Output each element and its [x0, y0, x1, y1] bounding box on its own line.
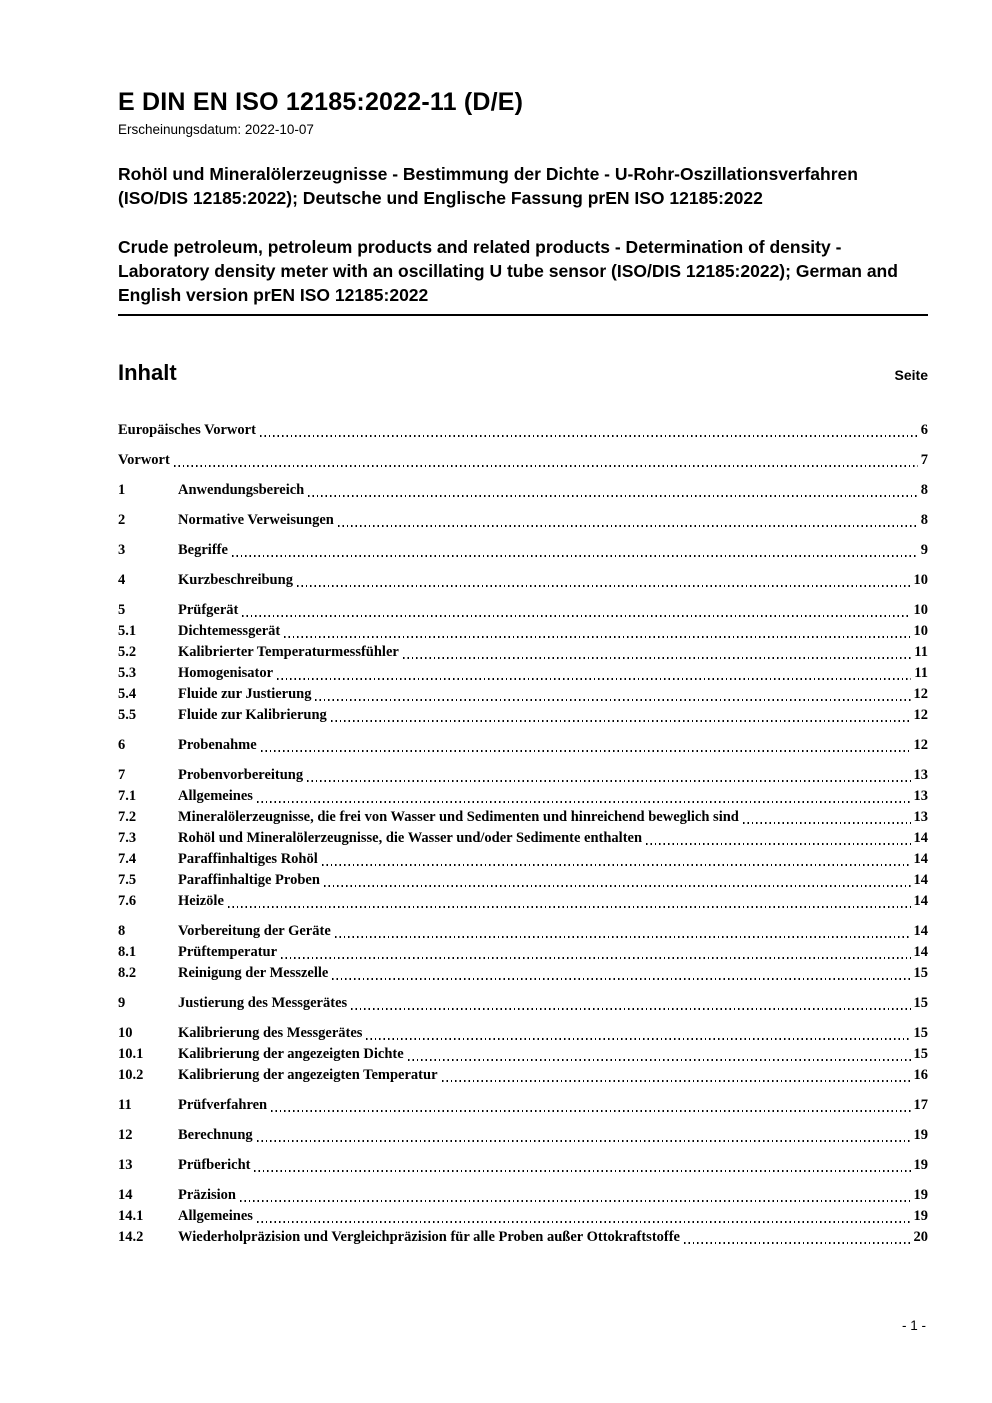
- toc-leader: [322, 864, 911, 866]
- toc-leader: [315, 699, 910, 701]
- toc-entry: [118, 735, 928, 756]
- toc-leader: [257, 801, 911, 803]
- toc-entry-number: 5.2: [118, 644, 137, 660]
- toc-page-number: 6: [920, 422, 928, 438]
- toc-entry-number: 9: [118, 995, 126, 1011]
- toc-entry: [118, 993, 928, 1014]
- toc-entry-title: Heizöle: [178, 893, 224, 909]
- toc-entry-title: Berechnung: [178, 1127, 253, 1143]
- toc-entry-title: Kalibrierung der angezeigten Temperatur: [178, 1067, 438, 1083]
- toc-leader: [254, 1170, 910, 1172]
- toc-entry-title: Homogenisator: [178, 665, 274, 681]
- toc-page-number: 13: [913, 788, 928, 804]
- toc-entry: [118, 705, 928, 726]
- toc-entry: [118, 942, 928, 963]
- toc-page-number: 14: [913, 944, 928, 960]
- toc-entry-number: 10.2: [118, 1067, 144, 1083]
- toc-leader: [324, 885, 911, 887]
- toc-leader: [331, 720, 911, 722]
- toc-page-number: 19: [913, 1157, 928, 1173]
- toc-leader: [284, 636, 910, 638]
- toc-entry: [118, 828, 928, 849]
- toc-entry: [118, 600, 928, 621]
- toc-entry-number: 13: [118, 1157, 133, 1173]
- toc-entry: [118, 684, 928, 705]
- toc-entry-number: 7.4: [118, 851, 137, 867]
- toc-page-number: 17: [913, 1097, 928, 1113]
- toc-entry: [118, 870, 928, 891]
- document-number: E DIN EN ISO 12185:2022-11 (D/E): [118, 88, 524, 116]
- toc-entry-number: 7.3: [118, 830, 137, 846]
- toc-page-number: 8: [920, 512, 928, 528]
- toc-entry-number: 10.1: [118, 1046, 144, 1062]
- toc-entry-number: 12: [118, 1127, 133, 1143]
- toc-page-number: 19: [913, 1208, 928, 1224]
- toc-heading: Inhalt: [118, 360, 177, 385]
- toc-entry-title: Kalibrierung der angezeigten Dichte: [178, 1046, 404, 1062]
- toc-entry-number: 6: [118, 737, 126, 753]
- toc-entry-title: Paraffinhaltiges Rohöl: [178, 851, 318, 867]
- toc-leader: [408, 1059, 911, 1061]
- toc-page-number: 15: [913, 995, 928, 1011]
- toc-leader: [335, 936, 911, 938]
- toc-entry-number: 4: [118, 572, 126, 588]
- toc-page-number: 14: [913, 893, 928, 909]
- toc-page-number: 15: [913, 1025, 928, 1041]
- toc-page-number: 14: [913, 872, 928, 888]
- toc-leader: [351, 1008, 910, 1010]
- toc-entry-title: Prüfgerät: [178, 602, 239, 618]
- toc-entry-title: Vorwort: [118, 452, 170, 468]
- toc-leader: [403, 657, 911, 659]
- toc-entry-title: Prüftemperatur: [178, 944, 278, 960]
- toc-leader: [257, 1221, 911, 1223]
- toc-entry-number: 5.3: [118, 665, 137, 681]
- toc-page-number: 10: [913, 623, 928, 639]
- toc-page-number: 19: [913, 1127, 928, 1143]
- toc-entry-number: 3: [118, 542, 126, 558]
- toc-page-number: 14: [913, 830, 928, 846]
- toc-page-number: 16: [913, 1067, 928, 1083]
- toc-entry-title: Europäisches Vorwort: [118, 422, 256, 438]
- toc-leader: [174, 465, 918, 467]
- toc-page-number: 10: [913, 602, 928, 618]
- toc-entry-number: 14.2: [118, 1229, 144, 1245]
- toc-entry-title: Reinigung der Messzelle: [178, 965, 329, 981]
- toc-entry-title: Normative Verweisungen: [178, 512, 334, 528]
- toc-leader: [297, 585, 911, 587]
- toc-entry-title: Kalibrierung des Messgerätes: [178, 1025, 363, 1041]
- toc-entry-title: Justierung des Messgerätes: [178, 995, 348, 1011]
- toc-entry-number: 8.2: [118, 965, 137, 981]
- toc-entry: [118, 891, 928, 912]
- toc-list: [118, 420, 928, 1248]
- toc-leader: [338, 525, 918, 527]
- toc-entry-number: 14.1: [118, 1208, 144, 1224]
- toc-leader: [240, 1200, 911, 1202]
- toc-page-number: 20: [913, 1229, 928, 1245]
- toc-page-number: 14: [913, 851, 928, 867]
- toc-leader: [743, 822, 911, 824]
- toc-page-number: 9: [920, 542, 928, 558]
- toc-entry: [118, 1065, 928, 1086]
- toc-entry: [118, 570, 928, 591]
- toc-entry: [118, 765, 928, 786]
- toc-entry: [118, 1095, 928, 1116]
- toc-header-row: [118, 360, 928, 386]
- toc-entry-title: Allgemeines: [178, 1208, 253, 1224]
- toc-entry-title: Prüfbericht: [178, 1157, 251, 1173]
- toc-entry: [118, 786, 928, 807]
- title-english: Crude petroleum, petroleum products and related products - Determination of density - Laboratory density meter with an oscillating U tube sensor (ISO/DIS 12185:2022); German and English version prEN ISO 12185:2022: [118, 235, 928, 316]
- toc-entry-number: 11: [118, 1097, 132, 1113]
- toc-page-number: 19: [913, 1187, 928, 1203]
- toc-leader: [261, 750, 911, 752]
- toc-entry-number: 5: [118, 602, 126, 618]
- toc-entry-title: Präzision: [178, 1187, 236, 1203]
- toc-page-number: 10: [913, 572, 928, 588]
- toc-page-number: 15: [913, 1046, 928, 1062]
- toc-entry: [118, 1155, 928, 1176]
- page-number-footer: - 1 -: [901, 1318, 926, 1333]
- toc-entry-number: 5.1: [118, 623, 137, 639]
- toc-leader: [228, 906, 911, 908]
- toc-page-number: 8: [920, 482, 928, 498]
- toc-entry-number: 14: [118, 1187, 133, 1203]
- toc-entry-title: Anwendungsbereich: [178, 482, 305, 498]
- toc-page-number: 15: [913, 965, 928, 981]
- toc-leader: [442, 1080, 911, 1082]
- toc-page-number: 11: [914, 644, 928, 660]
- toc-entry: [118, 621, 928, 642]
- toc-entry: [118, 663, 928, 684]
- toc-entry-title: Paraffinhaltige Proben: [178, 872, 320, 888]
- toc-entry-number: 10: [118, 1025, 133, 1041]
- toc-entry: [118, 420, 928, 441]
- toc-entry-title: Mineralölerzeugnisse, die frei von Wasser und Sedimenten und hinreichend beweglich sind: [178, 809, 739, 825]
- toc-entry-number: 2: [118, 512, 126, 528]
- toc-leader: [684, 1242, 911, 1244]
- toc-entry-title: Kalibrierter Temperaturmessfühler: [178, 644, 399, 660]
- toc-entry-title: Probenahme: [178, 737, 257, 753]
- toc-page-number: 12: [913, 737, 928, 753]
- toc-leader: [308, 495, 918, 497]
- toc-page-number: 13: [913, 767, 928, 783]
- toc-entry-title: Fluide zur Kalibrierung: [178, 707, 327, 723]
- toc-leader: [232, 555, 918, 557]
- toc-leader: [646, 843, 910, 845]
- toc-entry-title: Vorbereitung der Geräte: [178, 923, 331, 939]
- toc-entry: [118, 1044, 928, 1065]
- toc-entry-number: 5.5: [118, 707, 137, 723]
- toc-entry-title: Kurzbeschreibung: [178, 572, 293, 588]
- toc-page-number: 14: [913, 923, 928, 939]
- toc-entry-number: 7.6: [118, 893, 137, 909]
- toc-entry: [118, 450, 928, 471]
- toc-page-number: 13: [913, 809, 928, 825]
- toc-leader: [257, 1140, 911, 1142]
- toc-page-number: 11: [914, 665, 928, 681]
- toc-entry: [118, 480, 928, 501]
- toc-entry-number: 5.4: [118, 686, 137, 702]
- toc-leader: [366, 1038, 910, 1040]
- toc-entry: [118, 510, 928, 531]
- toc-entry: [118, 807, 928, 828]
- toc-page-column-label: Seite: [894, 367, 928, 383]
- toc-entry-number: 7: [118, 767, 126, 783]
- toc-entry-title: Wiederholpräzision und Vergleichpräzision für alle Proben außer Ottokraftstoffe: [178, 1229, 680, 1245]
- toc-entry: [118, 642, 928, 663]
- title-german: Rohöl und Mineralölerzeugnisse - Bestimmung der Dichte - U-Rohr-Oszillationsverfahren (ISO/DIS 12185:2022); Deutsche und Englische Fassung prEN ISO 12185:2022: [118, 164, 858, 208]
- release-date: Erscheinungsdatum: 2022-10-07: [118, 122, 314, 137]
- toc-entry: [118, 540, 928, 561]
- toc-entry-title: Fluide zur Justierung: [178, 686, 312, 702]
- toc-leader: [271, 1110, 910, 1112]
- toc-entry: [118, 1185, 928, 1206]
- toc-entry-number: 7.1: [118, 788, 137, 804]
- toc-entry-title: Begriffe: [178, 542, 228, 558]
- toc-entry-title: Allgemeines: [178, 788, 253, 804]
- toc-leader: [281, 957, 910, 959]
- toc-entry: [118, 1125, 928, 1146]
- toc-page-number: 12: [913, 707, 928, 723]
- toc-entry: [118, 1206, 928, 1227]
- toc-leader: [307, 780, 910, 782]
- toc-entry: [118, 963, 928, 984]
- toc-entry-number: 7.2: [118, 809, 137, 825]
- toc-entry-number: 1: [118, 482, 126, 498]
- toc-entry-title: Dichtemessgerät: [178, 623, 281, 639]
- toc-entry-title: Prüfverfahren: [178, 1097, 268, 1113]
- toc-entry-number: 8.1: [118, 944, 137, 960]
- toc-entry: [118, 1227, 928, 1248]
- toc-entry: [118, 849, 928, 870]
- toc-entry: [118, 1023, 928, 1044]
- toc-entry-number: 8: [118, 923, 126, 939]
- toc-leader: [242, 615, 910, 617]
- toc-leader: [332, 978, 910, 980]
- toc-entry: [118, 921, 928, 942]
- toc-page-number: 7: [920, 452, 928, 468]
- toc-leader: [277, 678, 911, 680]
- toc-entry-title: Rohöl und Mineralölerzeugnisse, die Wasser und/oder Sedimente enthalten: [178, 830, 643, 846]
- toc-entry-number: 7.5: [118, 872, 137, 888]
- toc-leader: [260, 435, 918, 437]
- toc-page-number: 12: [913, 686, 928, 702]
- toc-entry-title: Probenvorbereitung: [178, 767, 304, 783]
